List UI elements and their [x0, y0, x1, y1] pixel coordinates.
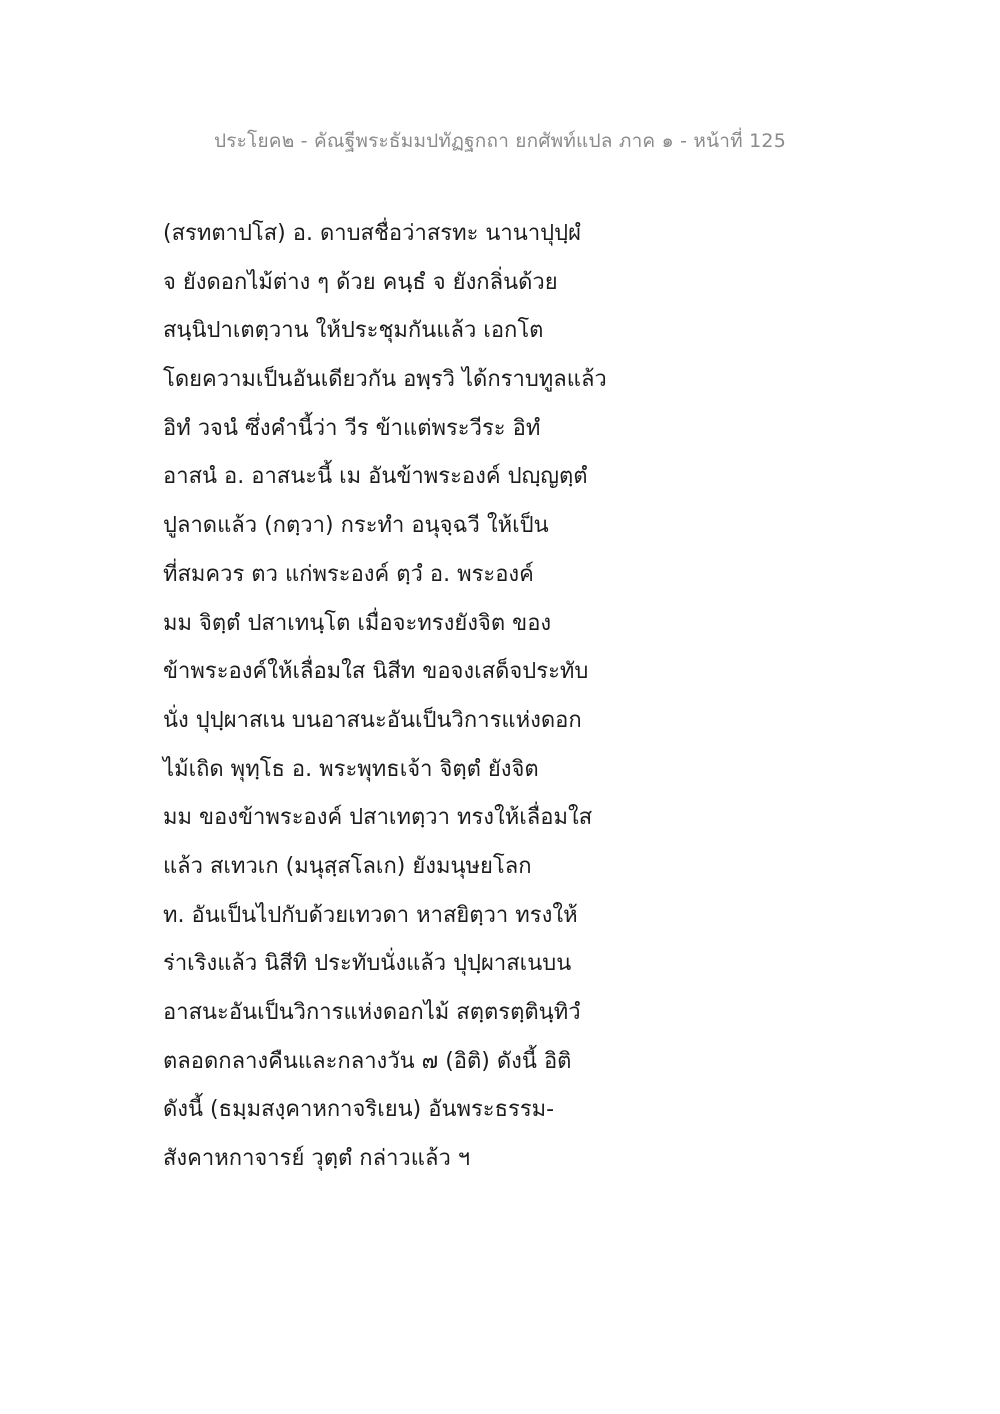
text-line: สังคาหกาจารย์ วุตฺตํ กล่าวแล้ว ฯ: [163, 1146, 471, 1172]
running-header: ประโยค๒ - คัณฐีพระธัมมปทัฏฐกถา ยกศัพท์แปล ภาค ๑ - หน้าที่ 125: [213, 130, 786, 152]
text-line: จ ยังดอกไม้ต่าง ๆ ด้วย คนฺธํ จ ยังกลิ่นด้วย: [163, 269, 558, 295]
text-line: ที่สมควร ตว แก่พระองค์ ตฺวํ อ. พระองค์: [163, 561, 534, 587]
text-line: ไม้เถิด พุทฺโธ อ. พระพุทธเจ้า จิตฺตํ ยังจิต: [163, 756, 539, 782]
body-text: [163, 214, 863, 1188]
text-line: อาสนะอันเป็นวิการแห่งดอกไม้ สตฺตรตฺตินฺทิวํ: [163, 1000, 581, 1025]
text-line: ข้าพระองค์ให้เลื่อมใส นิสีท ขอจงเสด็จประทับ: [163, 659, 589, 685]
text-line: ปูลาดแล้ว (กตฺวา) กระทำ อนุจฺฉวี ให้เป็น: [163, 513, 549, 539]
text-line: โดยความเป็นอันเดียวกัน อพฺรวิ ได้กราบทูลแล้ว: [163, 367, 607, 393]
text-line: ท. อันเป็นไปกับด้วยเทวดา หาสยิตฺวา ทรงให้: [163, 902, 578, 928]
text-line: ดังนี้ (ธมฺมสงฺคาหกาจริเยน) อันพระธรรม-: [163, 1097, 555, 1123]
text-line: มม ของข้าพระองค์ ปสาเทตฺวา ทรงให้เลื่อมใส: [163, 805, 593, 831]
text-line: (สรทตาปโส) อ. ดาบสชื่อว่าสรทะ นานาปุปฺผํ: [163, 221, 581, 246]
text-line: อาสนํ อ. อาสนะนี้ เม อันข้าพระองค์ ปญฺญตฺตํ: [163, 464, 588, 490]
text-line: นั่ง ปุปฺผาสเน บนอาสนะอันเป็นวิการแห่งดอก: [163, 707, 582, 733]
text-line: อิทํ วจนํ ซึ่งคำนี้ว่า วีร ข้าแต่พระวีระ อิทํ: [163, 415, 541, 441]
text-line: แล้ว สเทวเก (มนุสฺสโลเก) ยังมนุษยโลก: [163, 853, 532, 879]
text-line: สนฺนิปาเตตฺวาน ให้ประชุมกันแล้ว เอกโต: [163, 318, 544, 344]
text-line: ตลอดกลางคืนและกลางวัน ๗ (อิติ) ดังนี้ อิติ: [163, 1048, 572, 1074]
text-line: ร่าเริงแล้ว นิสีทิ ประทับนั่งแล้ว ปุปฺผาสเนบน: [163, 951, 572, 977]
text-line: มม จิตฺตํ ปสาเทนฺโต เมื่อจะทรงยังจิต ของ: [163, 610, 552, 636]
